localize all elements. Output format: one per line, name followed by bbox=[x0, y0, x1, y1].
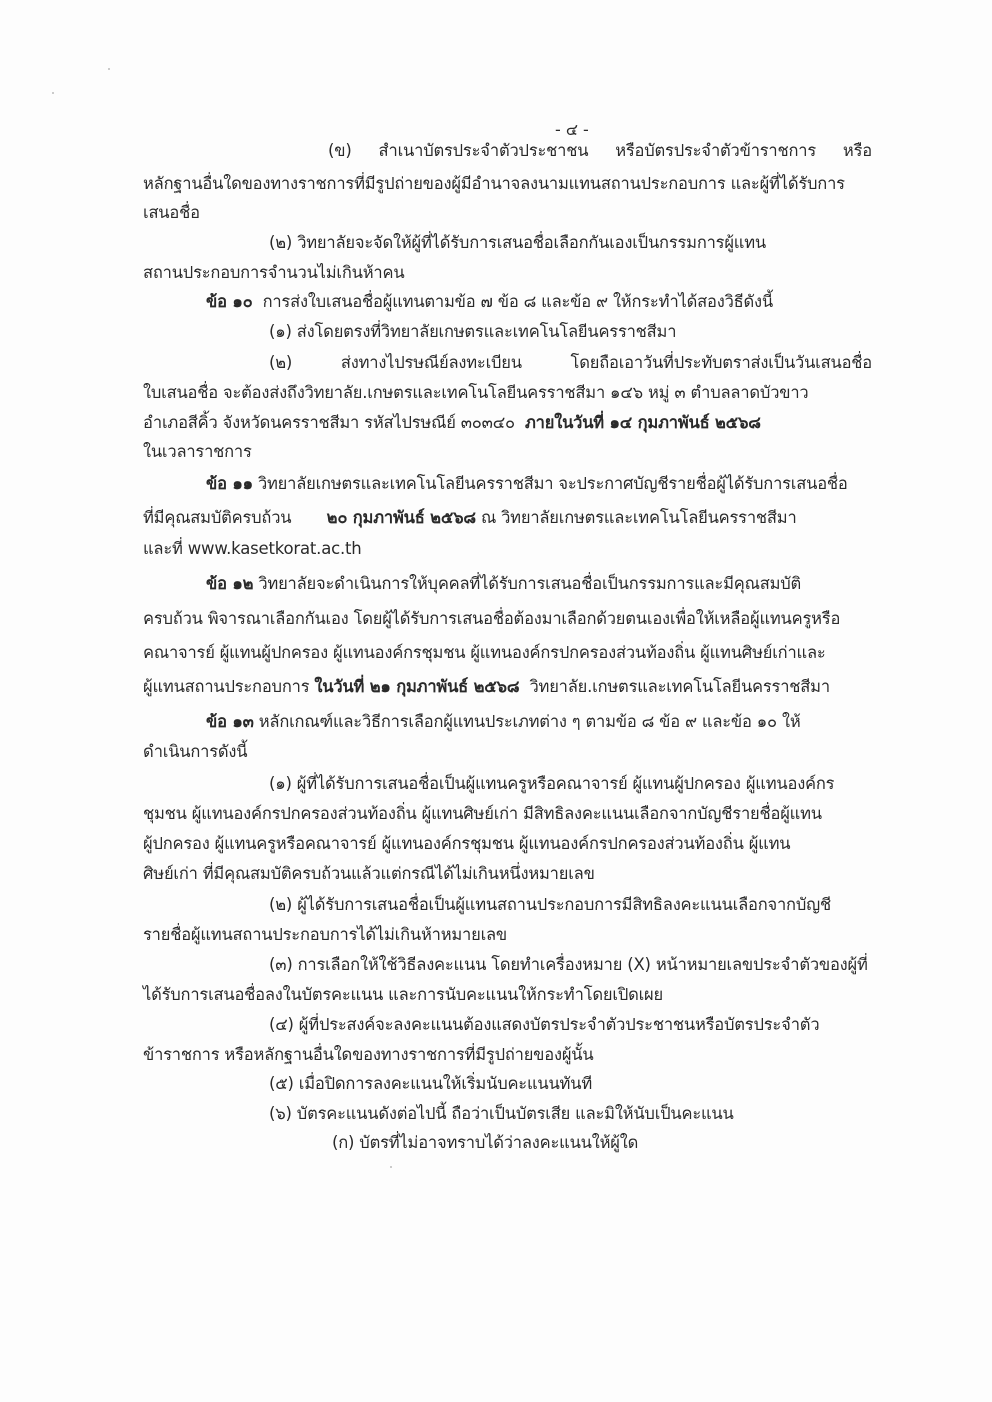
article-12-line2: ครบถ้วน พิจารณาเลือกกันเอง โดยผู้ได้รับการเสนอชื่อต้องมาเลือกด้วยตนเองเพื่อให้เหลือผู้แทนครูหรือ bbox=[143, 609, 841, 628]
text-segment: วิทยาลัยเกษตรและเทคโนโลยีนครราชสีมา จะประกาศบัญชีรายชื่อผู้ได้รับการเสนอชื่อ bbox=[257, 474, 848, 493]
announcement-date: ๒๐ กุมภาพันธ์ ๒๕๖๘ bbox=[326, 508, 476, 527]
article-10-text: การส่งใบเสนอชื่อผู้แทนตามข้อ ๗ ข้อ ๘ และข้อ ๙ ให้กระทำได้สองวิธีดังนี้ bbox=[262, 292, 773, 311]
article-13-item-3-line1: (๓) การเลือกให้ใช้วิธีลงคะแนน โดยทำเครื่องหมาย (X) หน้าหมายเลขประจำตัวของผู้ที่ bbox=[269, 955, 868, 974]
article-13-item-2-line2: รายชื่อผู้แทนสถานประกอบการได้ไม่เกินห้าหมายเลข bbox=[143, 925, 508, 944]
text-segment: หรือบัตรประจำตัวข้าราชการ bbox=[615, 141, 817, 160]
text-segment: หลักเกณฑ์และวิธีการเลือกผู้แทนประเภทต่าง ๆ ตามข้อ ๘ ข้อ ๙ และข้อ ๑๐ ให้ bbox=[258, 712, 801, 731]
article-10-item-2-line2: ใบเสนอชื่อ จะต้องส่งถึงวิทยาลัย.เกษตรและเทคโนโลยีนครราชสีมา ๑๔๖ หมู่ ๓ ตำบลลาดบัวขาว bbox=[143, 383, 809, 402]
article-13-line2: ดำเนินการดังนี้ bbox=[143, 742, 248, 761]
article-13-item-4-line2: ข้าราชการ หรือหลักฐานอื่นใดของทางราชการที่มีรูปถ่ายของผู้นั้น bbox=[143, 1045, 594, 1064]
text-segment: ผู้แทนสถานประกอบการ bbox=[143, 677, 310, 696]
article-11-line2 bbox=[143, 506, 797, 530]
article-13-item-6: (๖) บัตรคะแนนดังต่อไปนี้ ถือว่าเป็นบัตรเสีย และมิให้นับเป็นคะแนน bbox=[269, 1104, 734, 1123]
article-10-heading: ข้อ ๑๐ bbox=[206, 292, 253, 311]
para-2-line2: สถานประกอบการจำนวนไม่เกินห้าคน bbox=[143, 263, 405, 282]
item-label: (ข) bbox=[328, 141, 352, 160]
article-10 bbox=[206, 290, 773, 314]
article-10-item-2-line4: ในเวลาราชการ bbox=[143, 442, 252, 461]
article-13-item-1-line1: (๑) ผู้ที่ได้รับการเสนอชื่อเป็นผู้แทนครูหรือคณาจารย์ ผู้แทนผู้ปกครอง ผู้แทนองค์กร bbox=[269, 774, 835, 793]
article-13-item-1-line3: ผู้ปกครอง ผู้แทนครูหรือคณาจารย์ ผู้แทนองค์กรชุมชน ผู้แทนองค์กรปกครองส่วนท้องถิ่น ผู้แทน bbox=[143, 834, 791, 853]
article-13-item-4-line1: (๔) ผู้ที่ประสงค์จะลงคะแนนต้องแสดงบัตรประจำตัวประชาชนหรือบัตรประจำตัว bbox=[269, 1015, 820, 1034]
para-kho-line3: เสนอชื่อ bbox=[143, 203, 200, 222]
scan-speck bbox=[108, 68, 110, 70]
text-segment: ส่งทางไปรษณีย์ลงทะเบียน bbox=[340, 353, 522, 372]
article-13-item-5: (๕) เมื่อปิดการลงคะแนนให้เริ่มนับคะแนนทันที bbox=[269, 1074, 592, 1093]
article-10-item-2-line1 bbox=[269, 351, 872, 375]
article-12-heading: ข้อ ๑๒ bbox=[206, 574, 254, 593]
scan-speck bbox=[390, 1166, 392, 1168]
text-segment: วิทยาลัยจะดำเนินการให้บุคคลที่ได้รับการเสนอชื่อเป็นกรรมการและมีคุณสมบัติ bbox=[258, 574, 802, 593]
text-segment: ณ วิทยาลัยเกษตรและเทคโนโลยีนครราชสีมา bbox=[480, 508, 797, 527]
article-13-item-1-line2: ชุมชน ผู้แทนองค์กรปกครองส่วนท้องถิ่น ผู้แทนศิษย์เก่า มีสิทธิลงคะแนนเลือกจากบัญชีรายชื่อผู้แทน bbox=[143, 804, 822, 823]
article-13-item-6-sub-k: (ก) บัตรที่ไม่อาจทราบได้ว่าลงคะแนนให้ผู้ใด bbox=[332, 1133, 639, 1152]
deadline-date: ภายในวันที่ ๑๔ กุมภาพันธ์ ๒๕๖๘ bbox=[525, 413, 761, 432]
selection-date: ในวันที่ ๒๑ กุมภาพันธ์ ๒๕๖๘ bbox=[314, 677, 520, 696]
article-12-line1 bbox=[206, 572, 801, 596]
article-12-line4 bbox=[143, 675, 830, 699]
article-10-item-2-line3 bbox=[143, 411, 761, 435]
article-11-line3: และที่ www.kasetkorat.ac.th bbox=[143, 539, 362, 558]
article-10-item-1: (๑) ส่งโดยตรงที่วิทยาลัยเกษตรและเทคโนโลยีนครราชสีมา bbox=[269, 322, 677, 341]
article-12-line3: คณาจารย์ ผู้แทนผู้ปกครอง ผู้แทนองค์กรชุมชน ผู้แทนองค์กรปกครองส่วนท้องถิ่น ผู้แทนศิษย์เก่าและ bbox=[143, 643, 826, 662]
text-segment: สำเนาบัตรประจำตัวประชาชน bbox=[378, 141, 589, 160]
para-2-line1: (๒) วิทยาลัยจะจัดให้ผู้ที่ได้รับการเสนอชื่อเลือกกันเองเป็นกรรมการผู้แทน bbox=[269, 233, 767, 252]
page-number: - ๔ - bbox=[555, 120, 589, 139]
scan-speck bbox=[52, 92, 54, 94]
text-segment: วิทยาลัย.เกษตรและเทคโนโลยีนครราชสีมา bbox=[529, 677, 830, 696]
text-segment: โดยถือเอาวันที่ประทับตราส่งเป็นวันเสนอชื่อ bbox=[570, 353, 872, 372]
article-13-item-3-line2: ได้รับการเสนอชื่อลงในบัตรคะแนน และการนับคะแนนให้กระทำโดยเปิดเผย bbox=[143, 985, 663, 1004]
para-kho-line2: หลักฐานอื่นใดของทางราชการที่มีรูปถ่ายของผู้มีอำนาจลงนามแทนสถานประกอบการ และผู้ที่ได้รับการ bbox=[143, 174, 845, 193]
article-13-heading: ข้อ ๑๓ bbox=[206, 712, 254, 731]
text-segment: ที่มีคุณสมบัติครบถ้วน bbox=[143, 508, 292, 527]
article-11-heading: ข้อ ๑๑ bbox=[206, 474, 253, 493]
text-segment: อำเภอสีคิ้ว จังหวัดนครราชสีมา รหัสไปรษณีย์ ๓๐๓๔๐ bbox=[143, 413, 515, 432]
article-13-item-2-line1: (๒) ผู้ได้รับการเสนอชื่อเป็นผู้แทนสถานประกอบการมีสิทธิลงคะแนนเลือกจากบัญชี bbox=[269, 895, 831, 914]
text-segment: หรือ bbox=[842, 141, 872, 160]
article-13-line1 bbox=[206, 710, 801, 734]
item-label: (๒) bbox=[269, 353, 293, 372]
para-kho-line1 bbox=[328, 139, 872, 163]
article-11-line1 bbox=[206, 472, 848, 496]
article-13-item-1-line4: ศิษย์เก่า ที่มีคุณสมบัติครบถ้วนแล้วแต่กรณีได้ไม่เกินหนึ่งหมายเลข bbox=[143, 864, 595, 883]
